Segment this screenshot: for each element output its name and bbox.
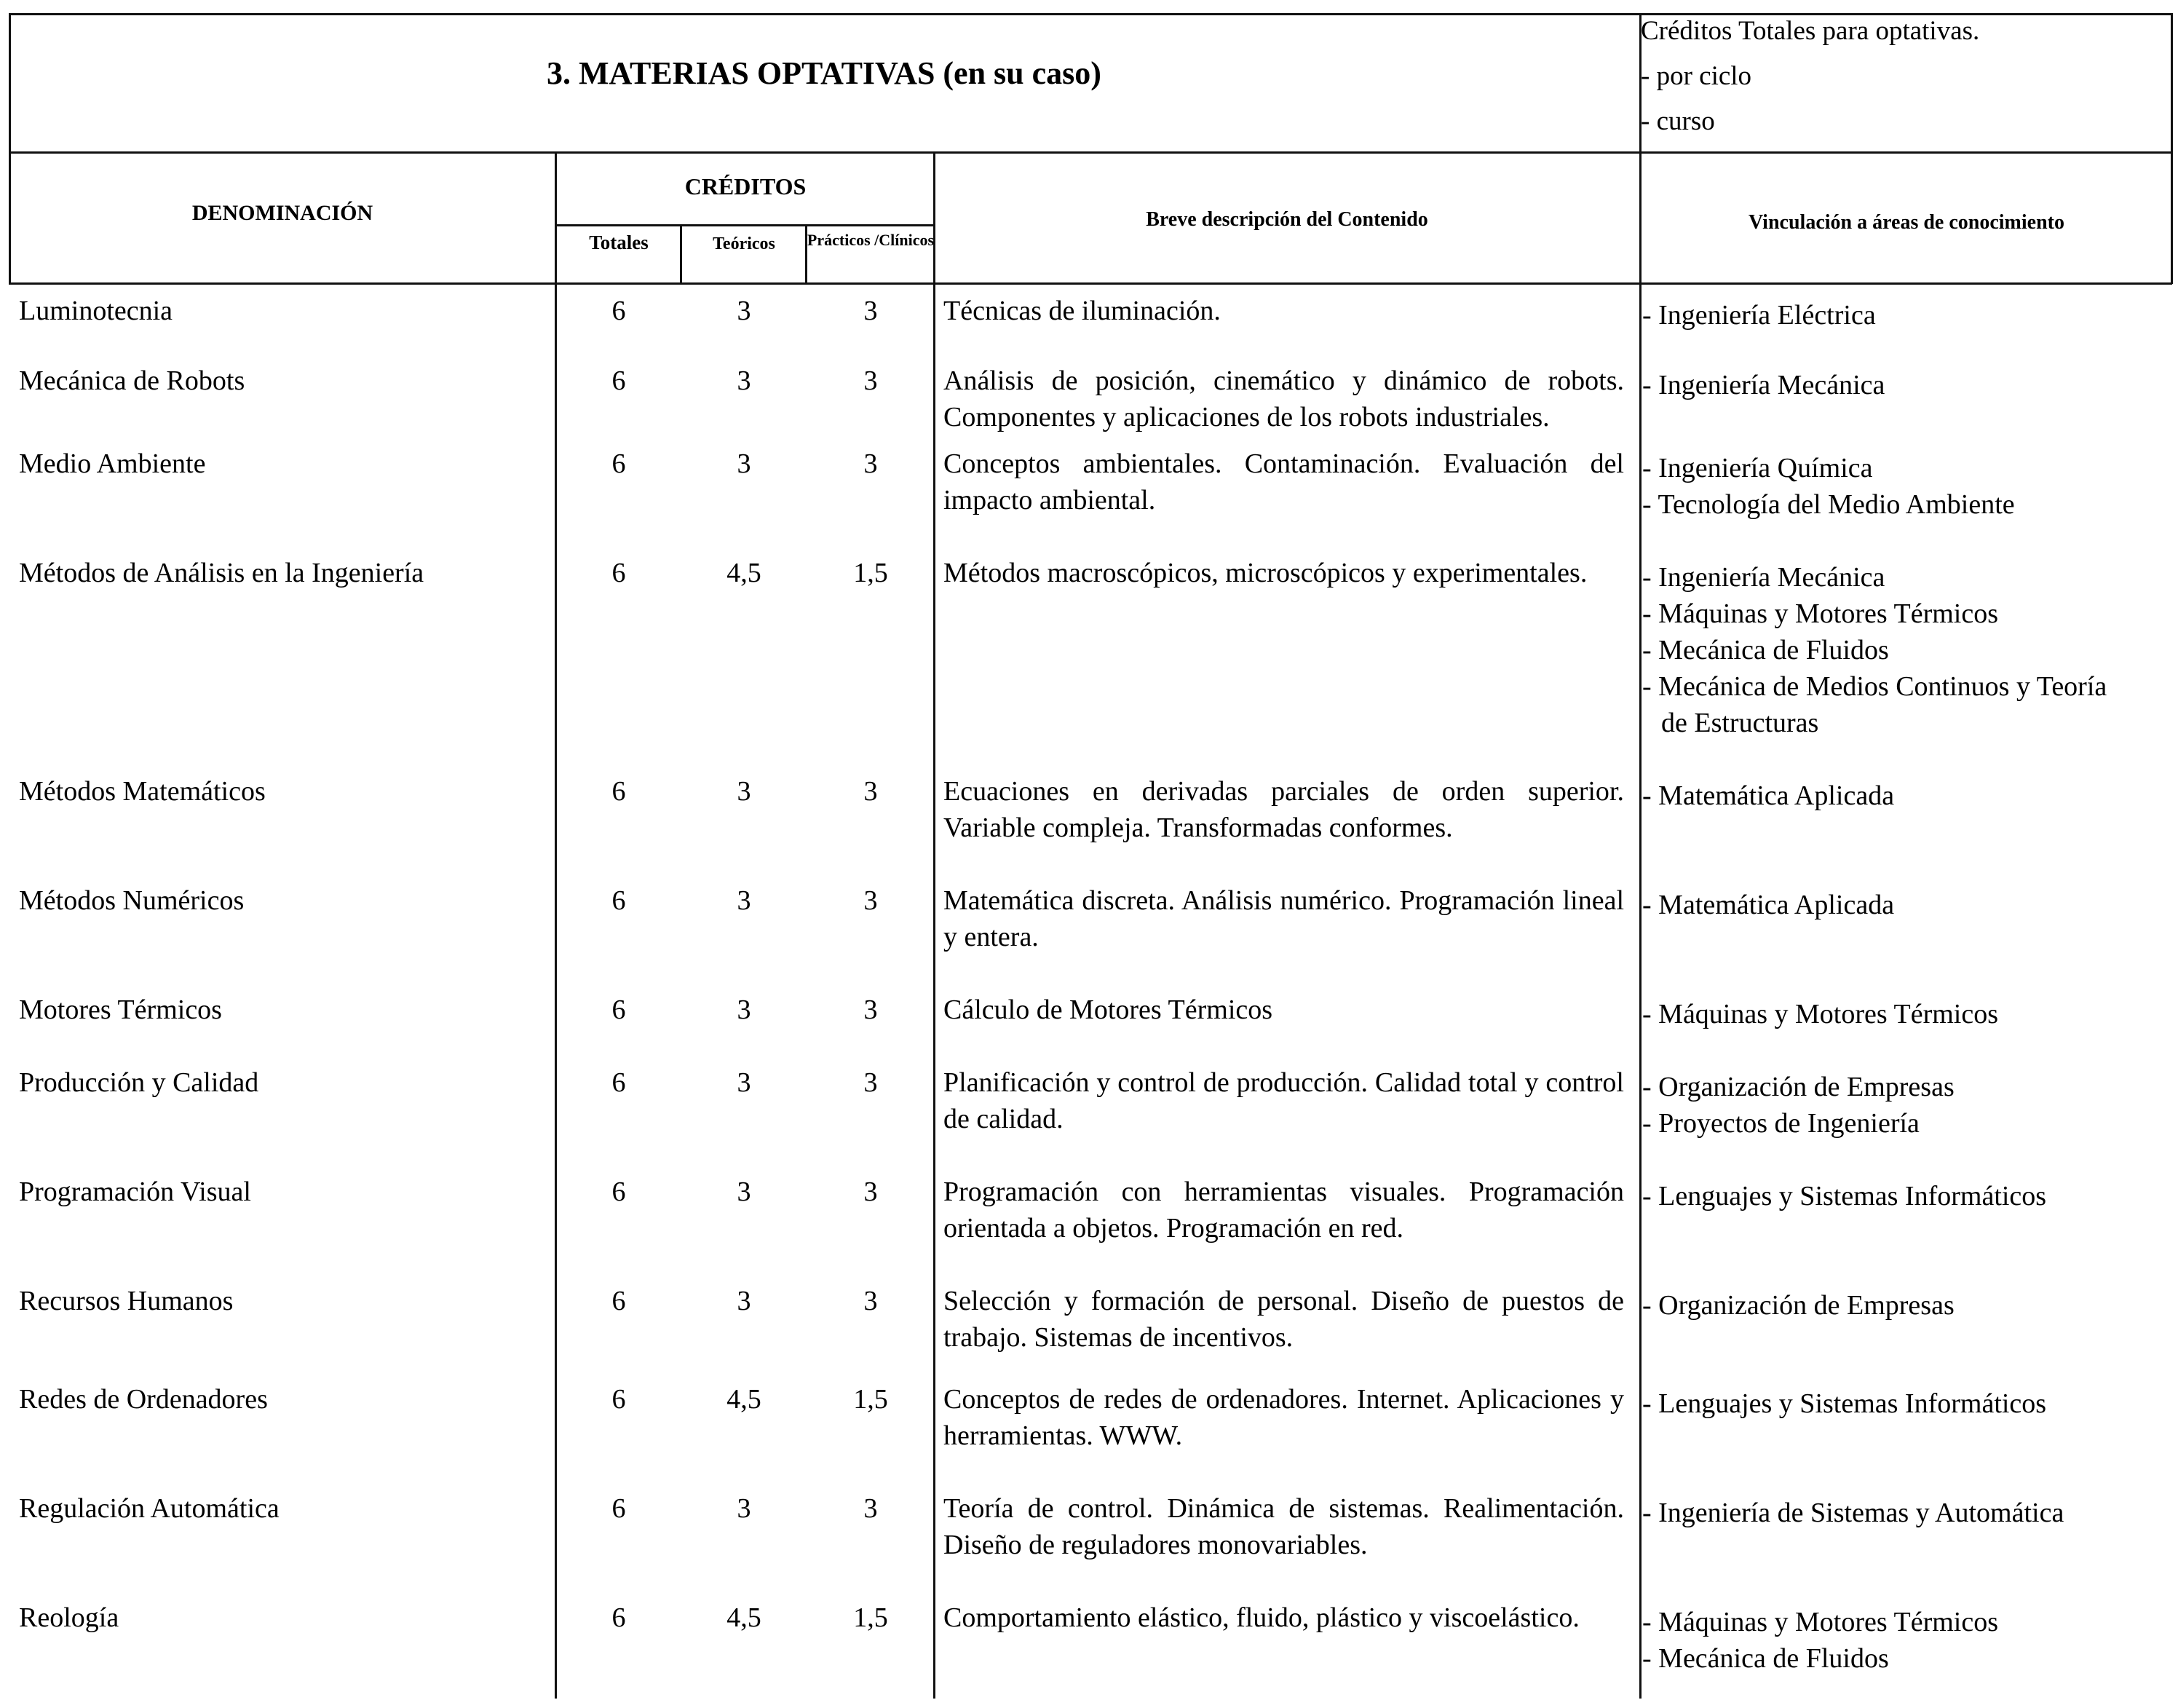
knowledge-area: - Matemática Aplicada <box>1642 780 1895 811</box>
subject-name: Medio Ambiente <box>19 448 206 479</box>
credits-teoricos: 3 <box>737 1286 751 1316</box>
knowledge-areas <box>1642 1385 2166 1422</box>
credits-practicos: 3 <box>863 995 878 1025</box>
credits-teoricos: 3 <box>737 1067 751 1098</box>
knowledge-area: - Proyectos de Ingeniería <box>1642 1108 1920 1139</box>
credits-practicos: 3 <box>863 1177 878 1207</box>
content-description: Programación con herramientas visuales. Programación orientada a objetos. Programación en red. <box>943 1177 1624 1244</box>
knowledge-area: - Lenguajes y Sistemas Informáticos <box>1642 1181 2047 1211</box>
knowledge-areas <box>1642 367 2166 403</box>
knowledge-area: de Estructuras <box>1661 708 1819 738</box>
knowledge-area: - Ingeniería de Sistemas y Automática <box>1642 1498 2064 1528</box>
subject-name: Programación Visual <box>19 1177 251 1207</box>
column-header-descripcion: Breve descripción del Contenido <box>1146 208 1428 231</box>
subject-name: Redes de Ordenadores <box>19 1384 268 1415</box>
content-description: Comportamiento elástico, fluido, plástico y viscoelástico. <box>943 1602 1580 1633</box>
credits-totales: 6 <box>611 995 626 1025</box>
credits-totales: 6 <box>611 365 626 396</box>
knowledge-areas <box>1642 996 2166 1032</box>
subject-name: Mecánica de Robots <box>19 365 245 396</box>
subject-name: Métodos Numéricos <box>19 885 245 916</box>
credits-practicos: 3 <box>863 1493 878 1524</box>
credits-box-line: Créditos Totales para optativas. <box>1641 16 1980 46</box>
knowledge-area: - Ingeniería Eléctrica <box>1642 300 1876 331</box>
credits-totales: 6 <box>611 776 626 807</box>
credits-practicos: 3 <box>863 885 878 916</box>
credits-box-line: - curso <box>1641 106 1715 136</box>
subject-name: Regulación Automática <box>19 1493 280 1524</box>
knowledge-areas <box>1642 887 2166 923</box>
knowledge-area: - Ingeniería Mecánica <box>1642 562 1885 593</box>
knowledge-area: - Mecánica de Fluidos <box>1642 1643 1889 1674</box>
credits-teoricos: 3 <box>737 1493 751 1524</box>
column-header-teoricos: Teóricos <box>713 234 775 253</box>
subject-name: Reología <box>19 1602 119 1633</box>
content-description: Cálculo de Motores Térmicos <box>943 995 1273 1025</box>
credits-practicos: 3 <box>863 1286 878 1316</box>
subject-name: Luminotecnia <box>19 296 173 326</box>
credits-teoricos: 3 <box>737 885 751 916</box>
knowledge-area: - Ingeniería Mecánica <box>1642 370 1885 400</box>
content-description: Teoría de control. Dinámica de sistemas. Realimentación. Diseño de reguladores monovariables. <box>943 1493 1624 1560</box>
content-description: Análisis de posición, cinemático y dinámico de robots. Componentes y aplicaciones de los robots industriales. <box>943 365 1624 432</box>
credits-teoricos: 3 <box>737 776 751 807</box>
knowledge-area: - Organización de Empresas <box>1642 1290 1955 1321</box>
credits-practicos: 3 <box>863 448 878 479</box>
header-divider <box>9 151 2172 154</box>
credits-totales: 6 <box>611 1067 626 1098</box>
credits-teoricos: 3 <box>737 296 751 326</box>
credits-practicos: 1,5 <box>853 1602 888 1633</box>
column-header-divider <box>9 282 2172 285</box>
credits-teoricos: 4,5 <box>726 1602 761 1633</box>
credits-totales: 6 <box>611 1493 626 1524</box>
creditos-subheader-divider <box>556 224 935 226</box>
knowledge-area: - Máquinas y Motores Térmicos <box>1642 598 1998 629</box>
table-left-border <box>9 13 11 284</box>
credits-teoricos: 4,5 <box>726 1384 761 1415</box>
subject-name: Motores Térmicos <box>19 995 222 1025</box>
content-description: Métodos macroscópicos, microscópicos y experimentales. <box>943 558 1588 588</box>
knowledge-area: - Mecánica de Fluidos <box>1642 635 1889 665</box>
knowledge-area: - Organización de Empresas <box>1642 1072 1955 1102</box>
subject-name: Métodos Matemáticos <box>19 776 266 807</box>
knowledge-areas <box>1642 450 2166 523</box>
knowledge-areas <box>1642 1495 2166 1531</box>
credits-totales: 6 <box>611 296 626 326</box>
knowledge-area: - Mecánica de Medios Continuos y Teoría <box>1642 671 2107 702</box>
knowledge-areas <box>1642 1178 2166 1214</box>
subject-name: Recursos Humanos <box>19 1286 234 1316</box>
knowledge-area: - Tecnología del Medio Ambiente <box>1642 489 2015 520</box>
credits-box-line: - por ciclo <box>1641 61 1752 91</box>
knowledge-areas <box>1642 778 2166 814</box>
credits-teoricos: 4,5 <box>726 558 761 588</box>
knowledge-areas <box>1642 1604 2166 1677</box>
knowledge-area: - Lenguajes y Sistemas Informáticos <box>1642 1388 2047 1419</box>
credits-teoricos: 3 <box>737 365 751 396</box>
content-description: Conceptos ambientales. Contaminación. Evaluación del impacto ambiental. <box>943 448 1624 515</box>
subject-name: Producción y Calidad <box>19 1067 259 1098</box>
credits-teoricos: 3 <box>737 1177 751 1207</box>
content-description: Matemática discreta. Análisis numérico. Programación lineal y entera. <box>943 885 1624 952</box>
content-description: Planificación y control de producción. Calidad total y control de calidad. <box>943 1067 1624 1134</box>
column-header-creditos: CRÉDITOS <box>684 173 807 199</box>
column-header-practicos: Prácticos /Clínicos <box>807 231 935 249</box>
column-header-denominacion: DENOMINACIÓN <box>191 201 373 225</box>
credits-practicos: 3 <box>863 776 878 807</box>
credits-totales: 6 <box>611 1602 626 1633</box>
subject-name: Métodos de Análisis en la Ingeniería <box>19 558 424 588</box>
credits-practicos: 3 <box>863 296 878 326</box>
credits-practicos: 1,5 <box>853 558 888 588</box>
credits-practicos: 3 <box>863 365 878 396</box>
content-description: Conceptos de redes de ordenadores. Internet. Aplicaciones y herramientas. WWW. <box>943 1384 1624 1451</box>
column-header-totales: Totales <box>589 232 649 253</box>
knowledge-areas <box>1642 1287 2166 1324</box>
page-title: 3. MATERIAS OPTATIVAS (en su caso) <box>547 55 1101 91</box>
knowledge-area: - Matemática Aplicada <box>1642 890 1895 920</box>
credits-totales: 6 <box>611 1286 626 1316</box>
knowledge-area: - Ingeniería Química <box>1642 453 1873 483</box>
credits-totales: 6 <box>611 558 626 588</box>
content-description: Técnicas de iluminación. <box>943 296 1221 326</box>
credits-teoricos: 3 <box>737 995 751 1025</box>
column-divider-descripcion <box>1639 13 1642 1699</box>
credits-totales: 6 <box>611 885 626 916</box>
knowledge-area: - Máquinas y Motores Térmicos <box>1642 999 1998 1029</box>
credits-box <box>1641 9 2172 144</box>
knowledge-areas <box>1642 297 2166 333</box>
credits-totales: 6 <box>611 1384 626 1415</box>
credits-totales: 6 <box>611 1177 626 1207</box>
credits-totales: 6 <box>611 448 626 479</box>
credits-practicos: 1,5 <box>853 1384 888 1415</box>
content-description: Ecuaciones en derivadas parciales de orden superior. Variable compleja. Transformadas conformes. <box>943 776 1624 843</box>
column-header-vinculacion: Vinculación a áreas de conocimiento <box>1749 211 2064 234</box>
knowledge-areas <box>1642 1069 2166 1142</box>
credits-practicos: 3 <box>863 1067 878 1098</box>
credits-teoricos: 3 <box>737 448 751 479</box>
knowledge-areas <box>1642 559 2166 741</box>
content-description: Selección y formación de personal. Diseño de puestos de trabajo. Sistemas de incentivos. <box>943 1286 1624 1353</box>
knowledge-area: - Máquinas y Motores Térmicos <box>1642 1607 1998 1637</box>
